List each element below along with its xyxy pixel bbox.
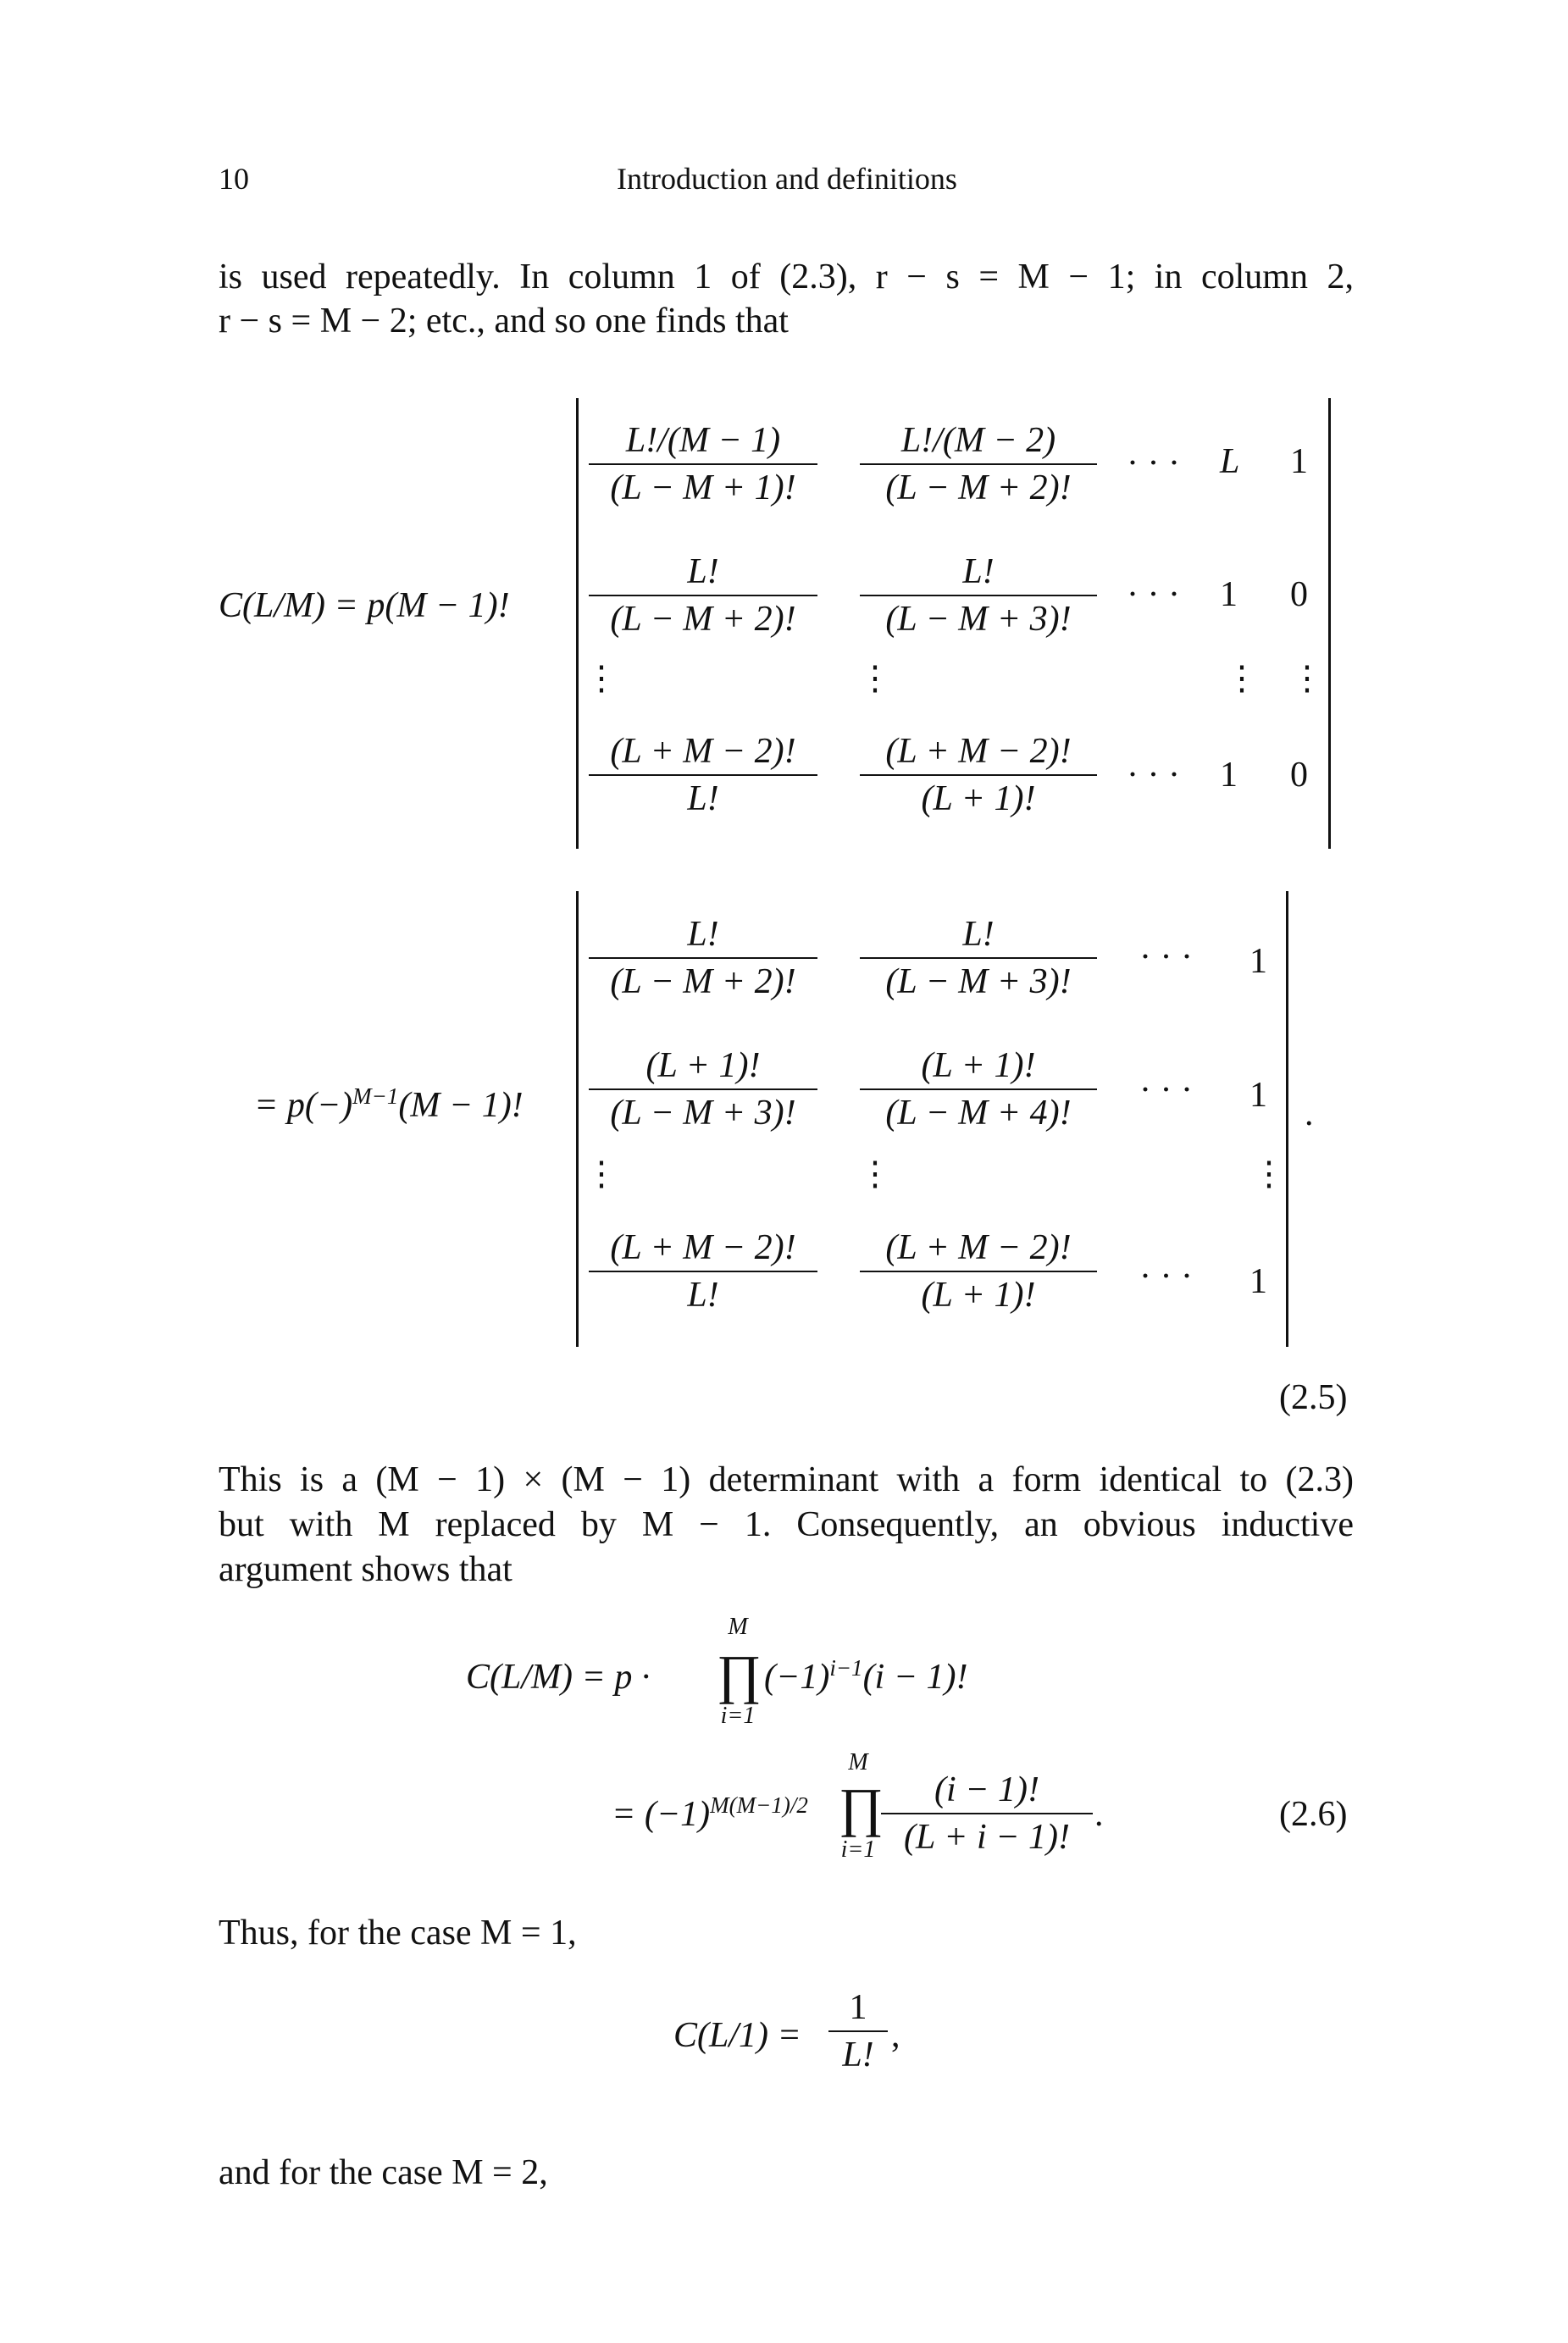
eq2-r1c3: 1 (1249, 942, 1267, 981)
eq3-line2-prefix: = $(-1)^{M(M-1)/2}$ (612, 1792, 808, 1834)
eq2-vdots-c2: ⋮ (858, 1155, 892, 1193)
eq2-vdots-c3: ⋮ (1252, 1155, 1286, 1193)
eq3-line1-rhs: $(-1)^{i-1}(i - 1)$! (764, 1655, 968, 1697)
eq2-r1c1: L! (L − M + 2)! (589, 913, 817, 1003)
eq1-r2c1: L! (L − M + 2)! (589, 551, 817, 640)
eq1-vdots-c2: ⋮ (858, 659, 892, 697)
eq1-lhs: C(L/M) = p(M − 1)! (219, 586, 510, 625)
eq1-r1-dots: · · · (1127, 444, 1180, 483)
eq3-prod2-symbol: ∏ (839, 1777, 884, 1837)
eq1-r2c3: 1 (1220, 575, 1238, 614)
eq3-line2-trail: . (1094, 1795, 1104, 1834)
para2-line1: This is a (M − 1) × (M − 1) determinant with a form identical to (2.3) (219, 1460, 1354, 1499)
eq3-prod1-lower: i=1 (720, 1703, 756, 1729)
eq2-r2c3: 1 (1249, 1076, 1267, 1115)
eq2-r4-dots: · · · (1139, 1257, 1193, 1296)
eq1-r1c3: L (1220, 442, 1240, 481)
eq2-right-bar (1286, 891, 1288, 1347)
eq3-line1-lhs: C(L/M) = p · (466, 1658, 651, 1697)
eq3-prod2-upper: M (848, 1749, 868, 1775)
eq3-prod2-lower: i=1 (840, 1836, 876, 1863)
para1-line2: r − s = M − 2; etc., and so one finds that (219, 302, 789, 341)
eq3-label: (2.6) (1279, 1795, 1348, 1834)
eq2-lhs: = $p(-)^{M-1}(M - 1)$! (254, 1083, 524, 1125)
eq1-left-bar (576, 398, 579, 849)
running-title: Introduction and definitions (617, 162, 957, 196)
eq2-vdots-c1: ⋮ (585, 1155, 618, 1193)
eq1-vdots-c1: ⋮ (585, 659, 618, 697)
page-number: 10 (219, 162, 249, 196)
eq2-r4c3: 1 (1249, 1262, 1267, 1301)
eq1-r1c4: 1 (1290, 442, 1308, 481)
eq1-r2c2: L! (L − M + 3)! (860, 551, 1097, 640)
para4-text: and for the case M = 2, (219, 2153, 548, 2192)
eq2-r2c2: (L + 1)! (L − M + 4)! (860, 1044, 1097, 1134)
eq1-r1c1: L!/(M − 1) (L − M + 1)! (589, 419, 817, 509)
eq3-prod1-symbol: ∏ (717, 1644, 762, 1704)
para3-text: Thus, for the case M = 1, (219, 1914, 577, 1953)
eq4-fraction: 1 L! (828, 1986, 888, 2076)
eq2-left-bar (576, 891, 579, 1347)
para2-line2: but with M replaced by M − 1. Consequently, an obvious inductive (219, 1505, 1354, 1544)
eq1-r2c4: 0 (1290, 575, 1308, 614)
eq1-right-bar (1328, 398, 1331, 849)
eq1-vdots-c4: ⋮ (1290, 659, 1324, 697)
eq2-r1c2: L! (L − M + 3)! (860, 913, 1097, 1003)
eq3-line2-fraction: (i − 1)! (L + i − 1)! (881, 1769, 1093, 1858)
eq2-r2-dots: · · · (1139, 1071, 1193, 1110)
eq1-r4c3: 1 (1220, 756, 1238, 795)
eq1-vdots-c3: ⋮ (1225, 659, 1259, 697)
eq2-trailing-period: . (1305, 1094, 1314, 1133)
eq1-r4-dots: · · · (1127, 756, 1180, 795)
eq3-prod1-upper: M (728, 1614, 748, 1640)
eq2-r4c1: (L + M − 2)! L! (589, 1227, 817, 1316)
eq4-trail: , (891, 2016, 900, 2055)
eq2-r2c1: (L + 1)! (L − M + 3)! (589, 1044, 817, 1134)
eq1-r4c4: 0 (1290, 756, 1308, 795)
eq2-r4c2: (L + M − 2)! (L + 1)! (860, 1227, 1097, 1316)
para2-line3: argument shows that (219, 1550, 513, 1589)
eq1-r4c2: (L + M − 2)! (L + 1)! (860, 730, 1097, 820)
para1-line1: is used repeatedly. In column 1 of (2.3), r − s = M − 1; in column 2, (219, 258, 1354, 296)
eq2-r1-dots: · · · (1139, 938, 1193, 977)
eq1-r1c2: L!/(M − 2) (L − M + 2)! (860, 419, 1097, 509)
eq2-label: (2.5) (1279, 1378, 1348, 1417)
eq4-lhs: C(L/1) = (673, 2016, 801, 2055)
eq1-r4c1: (L + M − 2)! L! (589, 730, 817, 820)
eq1-r2-dots: · · · (1127, 575, 1180, 614)
